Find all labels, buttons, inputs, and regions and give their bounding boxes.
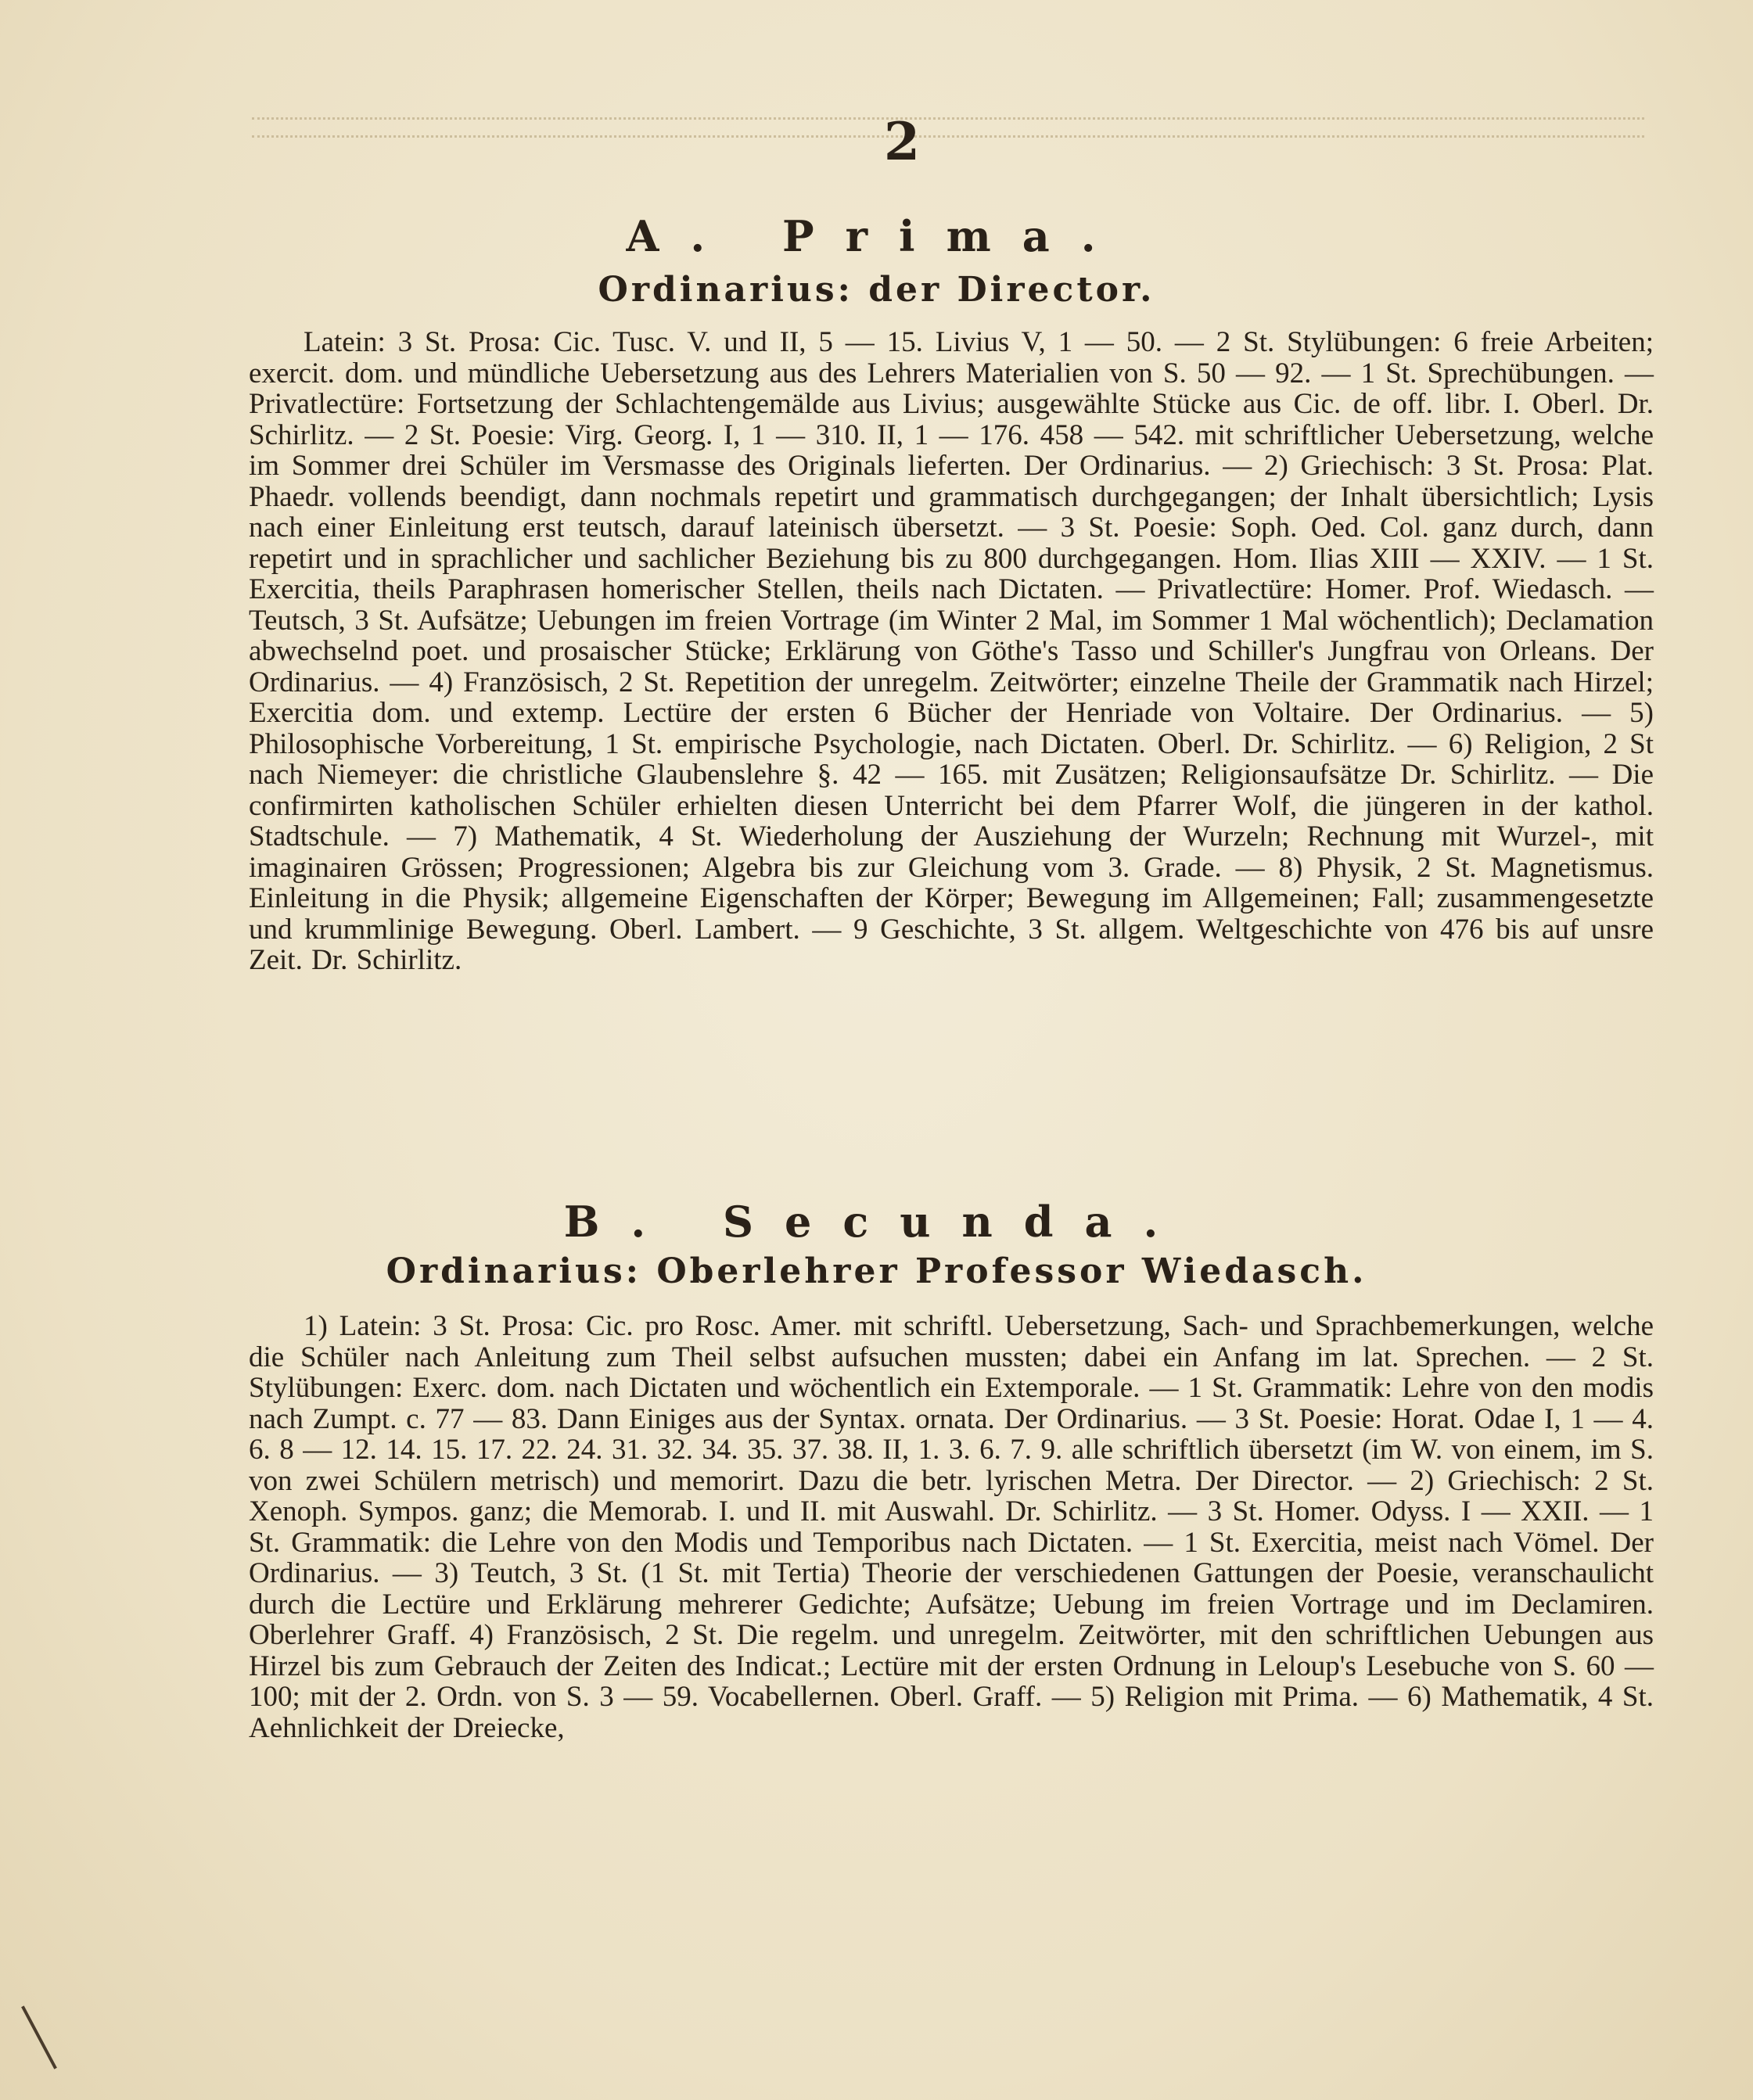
page-number: 2 <box>884 111 920 172</box>
page-edge-mark <box>21 2005 57 2069</box>
section-text-secunda: 1) Latein: 3 St. Prosa: Cic. pro Rosc. Amer. mit schriftl. Uebersetzung, Sach- und Sprachbemerkungen, welche die Schüler nach Anleitung zum Theil selbst aufsuchen mussten; dabei ein Anfang im lat. Sprechen. — 2 St. Stylübungen: Exerc. dom. nach Dictaten und wöchentlich ein Extemporale. — 1 St. Grammatik: Lehre von den modis nach Zumpt. c. 77 — 83. Dann Einiges aus der Syntax. ornata. Der Ordinarius. — 3 St. Poesie: Horat. Odae I, 1 — 4. 6. 8 — 12. 14. 15. 17. 22. 24. 31. 32. 34. 35. 37. 38. II, 1. 3. 6. 7. 9. alle schriftlich übersetzt (im W. von einem, im S. von zwei Schülern metrisch) und memorirt. Dazu die betr. lyrischen Metra. Der Director. — 2) Griechisch: 2 St. Xenoph. Sympos. ganz; die Memorab. I. und II. mit Auswahl. Dr. Schirlitz. — 3 St. Homer. Odyss. I — XXII. — 1 St. Grammatik: die Lehre von den Modis und Temporibus nach Dictaten. — 1 St. Exercitia, meist nach Vömel. Der Ordinarius. — 3) Teutch, 3 St. (1 St. mit Tertia) Theorie der verschiedenen Gattungen der Poesie, veranschaulicht durch die Lectüre und Erklärung mehrerer Gedichte; Aufsätze; Uebung im freien Vortrage und im Declamiren. Oberlehrer Graff. 4) Französisch, 2 St. Die regelm. und unregelm. Zeitwörter, mit den schriftlichen Uebungen aus Hirzel bis zum Gebrauch der Zeiten des Indicat.; Lectüre mit der ersten Ordnung in Leloup's Lesebuche von S. 60 — 100; mit der 2. Ordn. von S. 3 — 59. Vocabellernen. Oberl. Graff. — 5) Religion mit Prima. — 6) Mathematik, 4 St. Aehnlichkeit der Dreiecke, <box>249 1310 1654 1744</box>
header-rule <box>252 117 1644 138</box>
ordinarius-secunda: Ordinarius: Oberlehrer Professor Wiedasch. <box>386 1251 1367 1291</box>
section-title-secunda: B. Secunda. <box>563 1197 1190 1247</box>
section-title-prima: A. Prima. <box>626 211 1127 261</box>
ordinarius-prima: Ordinarius: der Director. <box>598 270 1155 310</box>
section-text-prima: Latein: 3 St. Prosa: Cic. Tusc. V. und II, 5 — 15. Livius V, 1 — 50. — 2 St. Stylübungen: 6 freie Arbeiten; exercit. dom. und mündliche Uebersetzung aus des Lehrers Materialien von S. 50 — 92. — 1 St. Sprechübungen. — Privatlectüre: Fortsetzung der Schlachtengemälde aus Livius; ausgewählte Stücke aus Cic. de off. libr. I. Oberl. Dr. Schirlitz. — 2 St. Poesie: Virg. Georg. I, 1 — 310. II, 1 — 176. 458 — 542. mit schriftlicher Uebersetzung, welche im Sommer drei Schüler im Versmasse des Originals lieferten. Der Ordinarius. — 2) Griechisch: 3 St. Prosa: Plat. Phaedr. vollends beendigt, dann nochmals repetirt und grammatisch durchgegangen; der Inhalt übersichtlich; Lysis nach einer Einleitung erst teutsch, darauf lateinisch übersetzt. — 3 St. Poesie: Soph. Oed. Col. ganz durch, dann repetirt und in sprachlicher und sachlicher Beziehung bis zu 800 durchgegangen. Hom. Ilias XIII — XXIV. — 1 St. Exercitia, theils Paraphrasen homerischer Stellen, theils nach Dictaten. — Privatlectüre: Homer. Prof. Wiedasch. — Teutsch, 3 St. Aufsätze; Uebungen im freien Vortrage (im Winter 2 Mal, im Sommer 1 Mal wöchentlich); Declamation abwechselnd poet. und prosaischer Stücke; Erklärung von Göthe's Tasso und Schiller's Jungfrau von Orleans. Der Ordinarius. — 4) Französisch, 2 St. Repetition der unregelm. Zeitwörter; einzelne Theile der Grammatik nach Hirzel; Exercitia dom. und extemp. Lectüre der ersten 6 Bücher der Henriade von Voltaire. Der Ordinarius. — 5) Philosophische Vorbereitung, 1 St. empirische Psychologie, nach Dictaten. Oberl. Dr. Schirlitz. — 6) Religion, 2 St nach Niemeyer: die christliche Glaubenslehre §. 42 — 165. mit Zusätzen; Religionsaufsätze Dr. Schirlitz. — Die confirmirten katholischen Schüler erhielten diesen Unterricht bei dem Pfarrer Wolf, die jüngeren in der kathol. Stadtschule. — 7) Mathematik, 4 St. Wiederholung der Ausziehung der Wurzeln; Rechnung mit Wurzel-, mit imaginairen Grössen; Progressionen; Algebra bis zur Gleichung vom 3. Grade. — 8) Physik, 2 St. Magnetismus. Einleitung in die Physik; allgemeine Eigenschaften der Körper; Bewegung im Allgemeinen; Fall; zusammengesetzte und krummlinige Bewegung. Oberl. Lambert. — 9 Geschichte, 3 St. allgem. Weltgeschichte von 476 bis auf unsre Zeit. Dr. Schirlitz. <box>249 326 1654 976</box>
